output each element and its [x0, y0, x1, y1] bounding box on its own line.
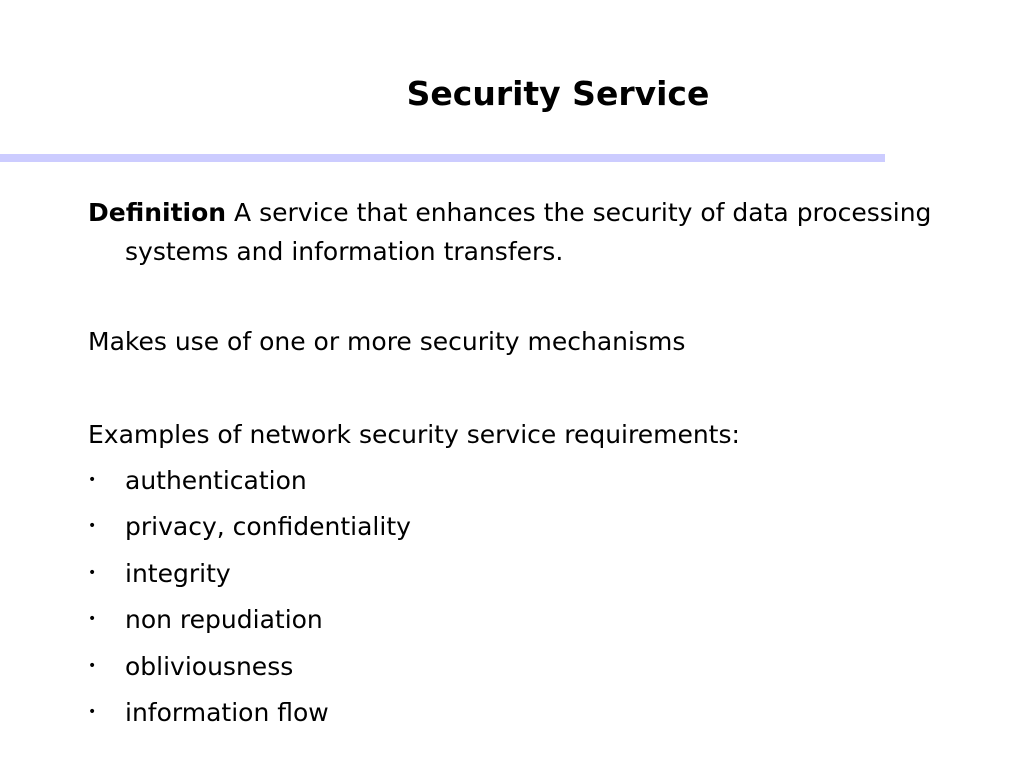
list-item — [88, 507, 968, 546]
bullet-icon: • — [88, 472, 97, 488]
list-item-label: integrity — [125, 558, 231, 588]
definition-paragraph — [88, 193, 968, 271]
list-item-label: non repudiation — [125, 605, 323, 635]
list-item-label: information flow — [125, 697, 329, 727]
mechanisms-paragraph: Makes use of one or more security mechanisms — [88, 327, 686, 356]
definition-term: Definition — [88, 198, 227, 227]
list-item-label: authentication — [125, 466, 307, 495]
bullet-icon: • — [88, 703, 97, 720]
requirements-list — [88, 461, 968, 732]
title-divider — [0, 154, 885, 162]
list-item — [88, 647, 968, 686]
list-item-label: privacy, confidentiality — [125, 512, 411, 542]
list-item — [88, 461, 968, 500]
slide-title: Security Service — [406, 74, 710, 113]
slide-body — [88, 193, 968, 739]
bullet-icon: • — [88, 611, 97, 628]
definition-text: A service that enhances the security of data processing systems and information transfers. — [125, 198, 932, 266]
examples-heading: Examples of network security service requirements: — [88, 420, 740, 449]
bullet-icon: • — [88, 564, 97, 581]
list-item — [88, 600, 968, 639]
list-item — [88, 554, 968, 593]
bullet-icon: • — [88, 657, 97, 674]
bullet-icon: • — [88, 518, 97, 535]
list-item — [88, 693, 968, 732]
list-item-label: obliviousness — [125, 651, 294, 681]
